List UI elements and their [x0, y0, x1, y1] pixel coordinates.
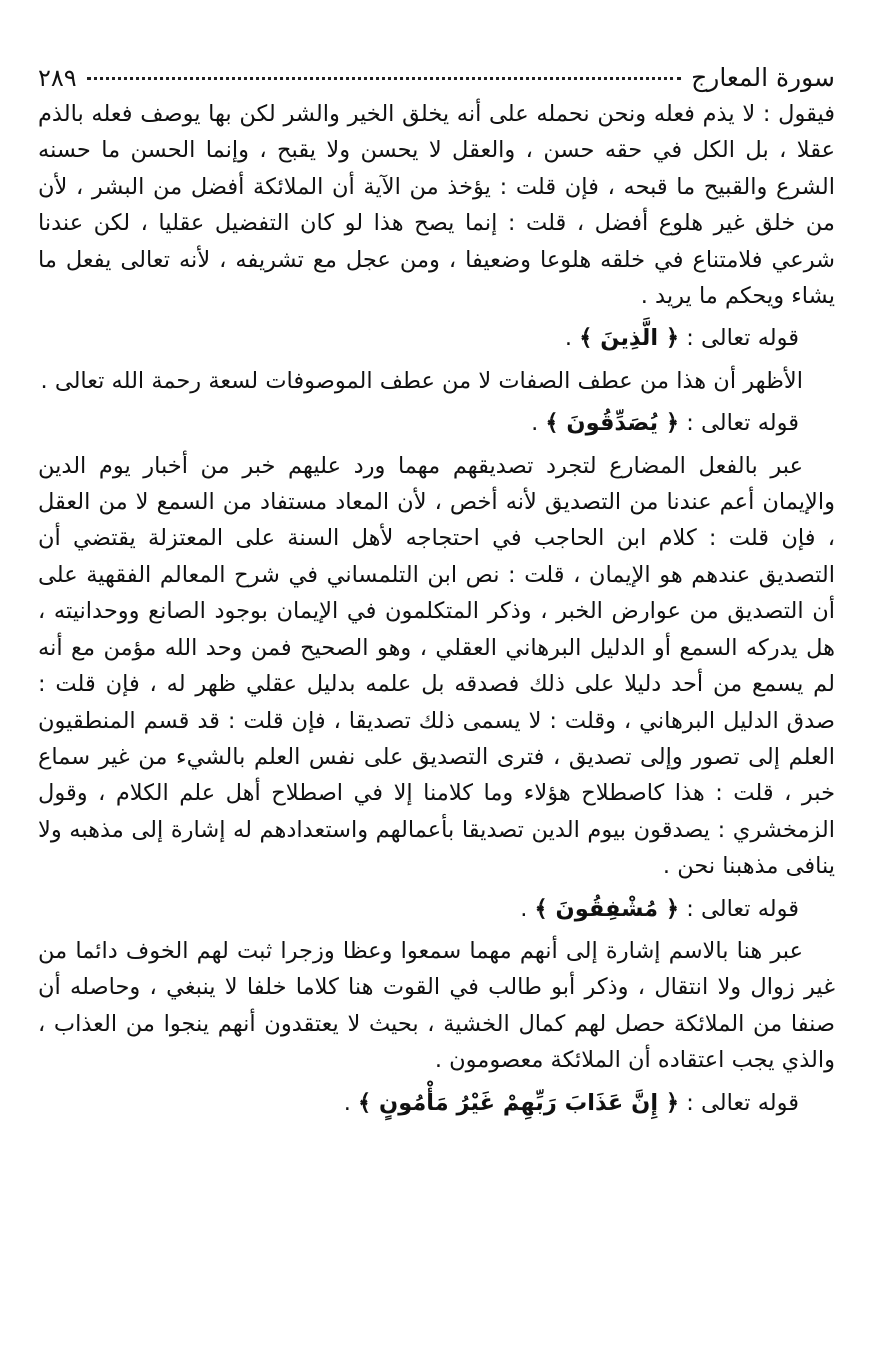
quranic-verse: ﴿ مُشْفِقُونَ ﴾: [534, 895, 680, 922]
paragraph: الأظهر أن هذا من عطف الصفات لا من عطف الموصوفات لسعة رحمة الله تعالى .: [40, 367, 803, 394]
verse-heading: [38, 405, 835, 441]
verse-lead: قوله تعالى :: [679, 895, 799, 922]
quranic-verse: ﴿ يُصَدِّقُونَ ﴾: [545, 410, 680, 437]
verse-tail: .: [520, 895, 535, 922]
quranic-verse: ﴿ إِنَّ عَذَابَ رَبِّهِمْ غَيْرُ مَأْمُونٍ ﴾: [358, 1089, 680, 1116]
paragraph: فيقول : لا يذم فعله ونحن نحمله على أنه يخلق الخير والشر لكن بها يوصف فعله بالذم عقلا ، بل الكل في حقه حسن ، والعقل لا يحسن ولا يقبح ، وإنما الحسن ما حسنه الشرع والقبيح ما قبحه ، فإن قلت : يؤخذ من الآية أن الملائكة أفضل من البشر ، لأن من خلق غير هلوع أفضل ، قلت : إنما يصح هذا لو كان التفضيل عقليا ، لكن عندنا شرعي فلامتناع في خلقه هلوعا وضعيفا ، ومن عجل مع تشريفه ، لأنه تعالى يفعل ما يشاء ويحكم ما يريد .: [38, 101, 835, 310]
dotted-leader: [87, 77, 681, 80]
quranic-verse: ﴿ الَّذِينَ ﴾: [579, 325, 680, 352]
verse-lead: قوله تعالى :: [679, 410, 799, 437]
page-body: [38, 96, 835, 1121]
verse-heading: [38, 1085, 835, 1121]
paragraph: عبر هنا بالاسم إشارة إلى أنهم مهما سمعوا وعظا وزجرا ثبت لهم الخوف دائما من غير زوال ولا انتقال ، وذكر أبو طالب في القوت هنا كلاما خلفا لا ينبغي ، وحاصله أن صنفا من الملائكة حصل لهم كمال الخشية ، بحيث لا يعتقدون أنهم ينجوا من العذاب ، والذي يجب اعتقاده أن الملائكة معصومون .: [38, 937, 835, 1074]
page-number: ٢٨٩: [38, 64, 77, 92]
verse-lead: قوله تعالى :: [679, 325, 799, 352]
verse-tail: .: [343, 1089, 359, 1116]
verse-lead: قوله تعالى :: [679, 1089, 799, 1116]
verse-tail: .: [564, 325, 580, 352]
running-header: [38, 52, 835, 92]
verse-heading: [38, 891, 835, 927]
paragraph: عبر بالفعل المضارع لتجرد تصديقهم مهما ورد عليهم خبر من أخبار يوم الدين والإيمان أعم عندنا من التصديق لأنه أخص ، لأن المعاد مستفاد من السمع لا من العقل ، فإن قلت : كلام ابن الحاجب في احتجاجه لأهل السنة على المعتزلة يقتضي أن التصديق عندهم هو الإيمان ، قلت : نص ابن التلمساني في شرح المعالم الفقهية على أن التصديق من عوارض الخبر ، وذكر المتكلمون في الإيمان بوجود الصانع ووحدانيته ، هل يدركه السمع أو الدليل البرهاني العقلي ، وهو الصحيح فمن وحد الله مؤمن مع أنه لم يسمع من أحد دليلا على ذلك فصدقه بل علمه بدليل عقلي ظهر له ، فإن قلت : صدق الدليل البرهاني ، وقلت : لا يسمى ذلك تصديقا ، فإن قلت : قد قسم المنطقيون العلم إلى تصور وإلى تصديق ، فترى التصديق على نفس العلم بالشيء من غير سماع خبر ، قلت : هذا كاصطلاح هؤلاء وما كلامنا إلا في اصطلاح أهل علم الكلام ، وقول الزمخشري : يصدقون بيوم الدين تصديقا بأعمالهم واستعدادهم له إشارة إلى مذهبه ولا ينافى مذهبنا نحن .: [38, 452, 835, 880]
verse-tail: .: [531, 410, 546, 437]
verse-heading: [38, 320, 835, 356]
surah-title: سورة المعارج: [691, 63, 835, 92]
